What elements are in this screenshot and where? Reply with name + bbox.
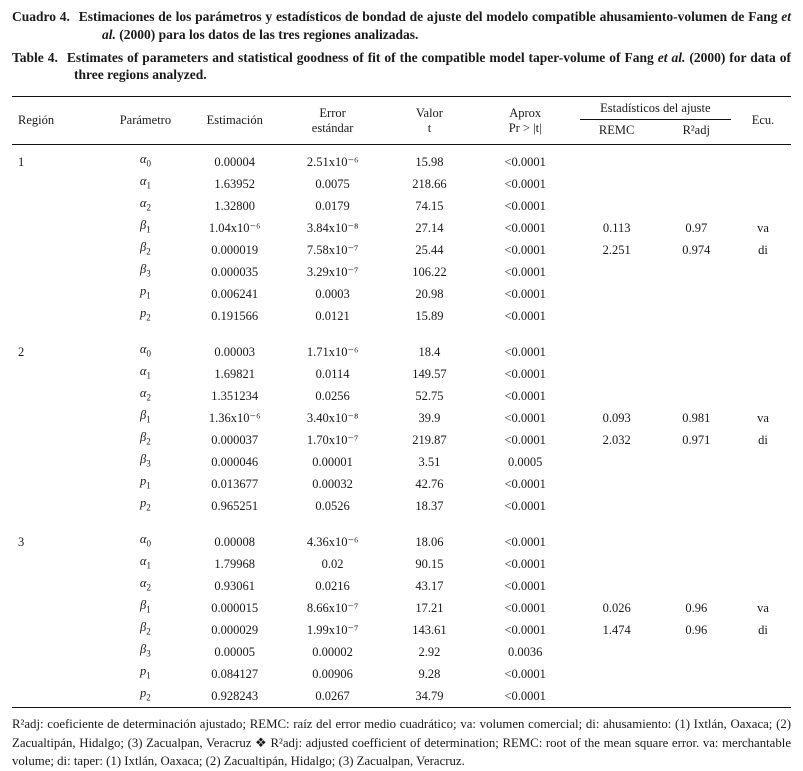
caption-english bbox=[12, 49, 791, 85]
cell-estimacion: 1.63952 bbox=[214, 176, 256, 191]
cell-error-estandar: 0.0256 bbox=[315, 388, 350, 403]
cell-pr-t: <0.0001 bbox=[504, 622, 546, 637]
cell-r2adj bbox=[658, 283, 735, 305]
cell-ecu bbox=[735, 451, 791, 473]
table-row bbox=[12, 385, 791, 407]
cell-pr-t: <0.0001 bbox=[504, 410, 546, 425]
cell-region bbox=[12, 305, 102, 327]
cell-valor-t: 39.9 bbox=[418, 410, 441, 425]
cell-parametro: $\alpha_1$ bbox=[139, 174, 151, 191]
table-row bbox=[12, 473, 791, 495]
cell-r2adj bbox=[658, 473, 735, 495]
cell-estimacion: 0.965251 bbox=[211, 498, 259, 513]
cell-valor-t: 27.14 bbox=[415, 220, 444, 235]
table-row bbox=[12, 575, 791, 597]
cell-error-estandar: 0.0267 bbox=[315, 688, 350, 703]
cell-estimacion: 0.084127 bbox=[211, 666, 259, 681]
cell-pr-t: <0.0001 bbox=[504, 176, 546, 191]
cell-pr-t: <0.0001 bbox=[504, 476, 546, 491]
cell-remc: 1.474 bbox=[602, 622, 631, 637]
cell-region bbox=[12, 429, 102, 451]
table-row bbox=[12, 341, 791, 363]
table-row bbox=[12, 217, 791, 239]
cell-ecu: di bbox=[758, 622, 768, 637]
cell-valor-t: 25.44 bbox=[415, 242, 444, 257]
cell-estimacion: 1.04x10⁻⁶ bbox=[208, 220, 261, 235]
cell-r2adj bbox=[658, 341, 735, 363]
cell-estimacion: 0.191566 bbox=[211, 308, 259, 323]
cell-estimacion: 0.93061 bbox=[214, 578, 256, 593]
cell-r2adj bbox=[658, 553, 735, 575]
header-remc: REMC bbox=[598, 123, 635, 138]
cell-remc bbox=[576, 341, 658, 363]
cell-valor-t: 20.98 bbox=[415, 286, 444, 301]
table-row bbox=[12, 553, 791, 575]
cell-parametro: $\alpha_1$ bbox=[139, 554, 151, 571]
cell-estimacion: 1.69821 bbox=[214, 366, 256, 381]
cell-region bbox=[12, 641, 102, 663]
cell-parametro: $\alpha_0$ bbox=[139, 342, 151, 359]
cell-r2adj bbox=[658, 641, 735, 663]
cell-region bbox=[12, 553, 102, 575]
cell-parametro: $\alpha_1$ bbox=[139, 364, 151, 381]
cell-valor-t: 90.15 bbox=[415, 556, 444, 571]
cell-estimacion: 0.000035 bbox=[211, 264, 259, 279]
cell-r2adj bbox=[658, 173, 735, 195]
cell-region: 3 bbox=[18, 534, 25, 549]
cell-error-estandar: 0.0003 bbox=[315, 286, 350, 301]
cell-valor-t: 219.87 bbox=[412, 432, 447, 447]
cell-ecu bbox=[735, 385, 791, 407]
cell-region bbox=[12, 495, 102, 517]
cell-region bbox=[12, 195, 102, 217]
cell-remc bbox=[576, 663, 658, 685]
caption-spanish bbox=[12, 8, 791, 44]
cell-estimacion: 1.351234 bbox=[211, 388, 259, 403]
cell-parametro: $\beta_1$ bbox=[140, 218, 151, 235]
cell-remc bbox=[576, 261, 658, 283]
cell-remc: 2.032 bbox=[602, 432, 631, 447]
header-region: Región bbox=[18, 113, 55, 128]
cell-estimacion: 0.006241 bbox=[211, 286, 259, 301]
cell-ecu bbox=[735, 575, 791, 597]
cell-pr-t: <0.0001 bbox=[504, 286, 546, 301]
cell-ecu bbox=[735, 531, 791, 553]
cell-r2adj bbox=[658, 663, 735, 685]
cell-ecu bbox=[735, 495, 791, 517]
table-row bbox=[12, 597, 791, 619]
cell-parametro: $p_2$ bbox=[140, 686, 151, 703]
cell-remc: 0.093 bbox=[602, 410, 631, 425]
cell-valor-t: 2.92 bbox=[418, 644, 441, 659]
cell-error-estandar: 0.0121 bbox=[315, 308, 350, 323]
cell-region bbox=[12, 217, 102, 239]
cell-estimacion: 0.000019 bbox=[211, 242, 259, 257]
caption-en-label: Table 4. bbox=[12, 49, 58, 65]
cell-pr-t: <0.0001 bbox=[504, 242, 546, 257]
cell-error-estandar: 1.99x10⁻⁷ bbox=[306, 622, 359, 637]
table-row bbox=[12, 363, 791, 385]
cell-valor-t: 3.51 bbox=[418, 454, 441, 469]
table-row bbox=[12, 173, 791, 195]
cell-error-estandar: 1.70x10⁻⁷ bbox=[306, 432, 359, 447]
cell-r2adj: 0.96 bbox=[685, 622, 708, 637]
cell-region: 2 bbox=[18, 344, 25, 359]
cell-ecu bbox=[735, 195, 791, 217]
cell-region bbox=[12, 663, 102, 685]
cell-ecu bbox=[735, 641, 791, 663]
cell-region bbox=[12, 597, 102, 619]
cell-r2adj bbox=[658, 261, 735, 283]
cell-pr-t: <0.0001 bbox=[504, 432, 546, 447]
cell-pr-t: <0.0001 bbox=[504, 366, 546, 381]
cell-estimacion: 0.00005 bbox=[214, 644, 256, 659]
cell-r2adj bbox=[658, 531, 735, 553]
cell-error-estandar: 0.0526 bbox=[315, 498, 350, 513]
cell-region bbox=[12, 363, 102, 385]
cell-region bbox=[12, 575, 102, 597]
table-row bbox=[12, 641, 791, 663]
caption-es-text-after: (2000) para los datos de las tres regiones analizadas. bbox=[119, 26, 419, 42]
cell-remc bbox=[576, 553, 658, 575]
cell-error-estandar: 8.66x10⁻⁷ bbox=[306, 600, 359, 615]
cell-error-estandar: 0.00001 bbox=[312, 454, 353, 469]
cell-valor-t: 34.79 bbox=[415, 688, 444, 703]
cell-pr-t: 0.0005 bbox=[508, 454, 543, 469]
cell-valor-t: 15.98 bbox=[415, 154, 444, 169]
cell-pr-t: <0.0001 bbox=[504, 498, 546, 513]
cell-ecu: di bbox=[758, 242, 768, 257]
cell-remc bbox=[576, 363, 658, 385]
cell-region bbox=[12, 407, 102, 429]
cell-error-estandar: 0.00002 bbox=[312, 644, 353, 659]
cell-estimacion: 1.32800 bbox=[214, 198, 256, 213]
cell-region: 1 bbox=[18, 154, 25, 169]
cell-error-estandar: 3.40x10⁻⁸ bbox=[306, 410, 359, 425]
cell-ecu bbox=[735, 173, 791, 195]
cell-estimacion: 0.00008 bbox=[214, 534, 256, 549]
cell-valor-t: 74.15 bbox=[415, 198, 444, 213]
cell-error-estandar: 0.00032 bbox=[312, 476, 353, 491]
cell-pr-t: <0.0001 bbox=[504, 666, 546, 681]
cell-region bbox=[12, 685, 102, 708]
cell-pr-t: <0.0001 bbox=[504, 388, 546, 403]
cell-ecu bbox=[735, 363, 791, 385]
cell-valor-t: 18.37 bbox=[415, 498, 444, 513]
table-row bbox=[12, 239, 791, 261]
cell-remc bbox=[576, 473, 658, 495]
cell-ecu bbox=[735, 341, 791, 363]
cell-r2adj bbox=[658, 385, 735, 407]
cell-error-estandar: 2.51x10⁻⁶ bbox=[306, 154, 359, 169]
cell-r2adj bbox=[658, 451, 735, 473]
table-row bbox=[12, 495, 791, 517]
cell-region bbox=[12, 173, 102, 195]
cell-estimacion: 0.000046 bbox=[211, 454, 259, 469]
caption-es-text: Estimaciones de los parámetros y estadísticos de bondad de ajuste del modelo compatible ahusamiento-volumen de Fang bbox=[78, 9, 778, 24]
cell-estimacion: 0.013677 bbox=[211, 476, 259, 491]
table-row bbox=[12, 663, 791, 685]
cell-estimacion: 0.000029 bbox=[211, 622, 259, 637]
cell-valor-t: 218.66 bbox=[412, 176, 447, 191]
cell-valor-t: 17.21 bbox=[415, 600, 444, 615]
cell-pr-t: <0.0001 bbox=[504, 264, 546, 279]
cell-region bbox=[12, 239, 102, 261]
cell-r2adj bbox=[658, 495, 735, 517]
cell-ecu bbox=[735, 553, 791, 575]
group-gap bbox=[12, 327, 791, 341]
cell-r2adj: 0.97 bbox=[685, 220, 708, 235]
cell-pr-t: <0.0001 bbox=[504, 600, 546, 615]
cell-parametro: $\alpha_0$ bbox=[139, 152, 151, 169]
cell-error-estandar: 1.71x10⁻⁶ bbox=[306, 344, 359, 359]
table-header bbox=[12, 97, 791, 145]
table-row bbox=[12, 429, 791, 451]
cell-valor-t: 149.57 bbox=[412, 366, 447, 381]
cell-parametro: $\alpha_2$ bbox=[139, 576, 151, 593]
cell-parametro: $\beta_1$ bbox=[140, 408, 151, 425]
table-footnote: R²adj: coeficiente de determinación ajustado; REMC: raíz del error medio cuadrático; va: volumen comercial; di: ahusamiento: (1) Ixtlán, Oaxaca; (2) Zacualtipán, Hidalgo; (3) Zacualpan, Veracruz ❖ R²adj: adjusted coefficient of determination; REMC: root of the mean square error. va: merchantable volume; di: taper: (1) Ixtlán, Oaxaca; (2) Zacualtipán, Hidalgo; (3) Zacualpan, Veracruz. bbox=[12, 717, 791, 769]
cell-region bbox=[12, 473, 102, 495]
cell-parametro: $p_1$ bbox=[140, 284, 151, 301]
table-row bbox=[12, 195, 791, 217]
cell-remc bbox=[576, 575, 658, 597]
cell-ecu: di bbox=[758, 432, 768, 447]
table-row bbox=[12, 145, 791, 174]
cell-ecu bbox=[735, 283, 791, 305]
cell-remc bbox=[576, 451, 658, 473]
cell-estimacion: 1.36x10⁻⁶ bbox=[208, 410, 261, 425]
cell-parametro: $p_2$ bbox=[140, 306, 151, 323]
cell-pr-t: <0.0001 bbox=[504, 220, 546, 235]
cell-ecu: va bbox=[757, 410, 769, 425]
cell-parametro: $\beta_2$ bbox=[140, 620, 151, 637]
cell-pr-t: 0.0036 bbox=[508, 644, 543, 659]
cell-remc bbox=[576, 173, 658, 195]
cell-r2adj bbox=[658, 305, 735, 327]
cell-valor-t: 52.75 bbox=[415, 388, 444, 403]
cell-r2adj bbox=[658, 575, 735, 597]
cell-remc bbox=[576, 145, 658, 174]
cell-ecu: va bbox=[757, 600, 769, 615]
table-row bbox=[12, 685, 791, 708]
cell-ecu: va bbox=[757, 220, 769, 235]
cell-valor-t: 143.61 bbox=[412, 622, 447, 637]
table-row bbox=[12, 451, 791, 473]
cell-remc bbox=[576, 531, 658, 553]
cell-parametro: $\alpha_2$ bbox=[139, 196, 151, 213]
cell-ecu bbox=[735, 473, 791, 495]
cell-ecu bbox=[735, 261, 791, 283]
header-aprox-pr: Aprox Pr > |t| bbox=[508, 105, 542, 135]
cell-valor-t: 15.89 bbox=[415, 308, 444, 323]
cell-estimacion: 0.000015 bbox=[211, 600, 259, 615]
cell-estimacion: 0.928243 bbox=[211, 688, 259, 703]
header-error-estandar: Error estándar bbox=[311, 105, 354, 135]
cell-error-estandar: 3.84x10⁻⁸ bbox=[306, 220, 359, 235]
cell-ecu bbox=[735, 145, 791, 174]
cell-error-estandar: 0.02 bbox=[321, 556, 344, 571]
cell-valor-t: 106.22 bbox=[412, 264, 447, 279]
header-parametro: Parámetro bbox=[119, 113, 172, 128]
cell-r2adj bbox=[658, 363, 735, 385]
cell-region bbox=[12, 283, 102, 305]
cell-valor-t: 9.28 bbox=[418, 666, 441, 681]
cell-error-estandar: 7.58x10⁻⁷ bbox=[306, 242, 359, 257]
caption-en-text: Estimates of parameters and statistical goodness of fit of the compatible model taper-volume of Fang bbox=[66, 49, 654, 65]
cell-remc bbox=[576, 195, 658, 217]
table-row bbox=[12, 261, 791, 283]
cell-valor-t: 18.4 bbox=[418, 344, 441, 359]
cell-parametro: $p_1$ bbox=[140, 664, 151, 681]
cell-remc bbox=[576, 283, 658, 305]
cell-r2adj: 0.974 bbox=[682, 242, 711, 257]
header-ecu: Ecu. bbox=[751, 113, 775, 128]
cell-parametro: $\alpha_0$ bbox=[139, 532, 151, 549]
header-estimacion: Estimación bbox=[206, 113, 263, 128]
cell-parametro: $\beta_3$ bbox=[140, 262, 151, 279]
cell-parametro: $\beta_2$ bbox=[140, 240, 151, 257]
cell-pr-t: <0.0001 bbox=[504, 688, 546, 703]
cell-pr-t: <0.0001 bbox=[504, 308, 546, 323]
cell-remc bbox=[576, 495, 658, 517]
table-row bbox=[12, 305, 791, 327]
cell-valor-t: 18.06 bbox=[415, 534, 444, 549]
cell-pr-t: <0.0001 bbox=[504, 534, 546, 549]
cell-r2adj: 0.981 bbox=[682, 410, 711, 425]
cell-parametro: $\beta_2$ bbox=[140, 430, 151, 447]
cell-parametro: $\alpha_2$ bbox=[139, 386, 151, 403]
cell-ecu bbox=[735, 663, 791, 685]
header-valor-t: Valor t bbox=[415, 105, 443, 135]
cell-pr-t: <0.0001 bbox=[504, 556, 546, 571]
cell-estimacion: 0.000037 bbox=[211, 432, 259, 447]
caption-en-text-after: (2000) for data of three regions analyzed. bbox=[74, 49, 792, 83]
cell-region bbox=[12, 619, 102, 641]
cell-r2adj bbox=[658, 195, 735, 217]
cell-remc: 0.026 bbox=[602, 600, 631, 615]
cell-pr-t: <0.0001 bbox=[504, 198, 546, 213]
header-r2adj: R²adj bbox=[682, 123, 710, 138]
cell-r2adj bbox=[658, 145, 735, 174]
cell-region bbox=[12, 451, 102, 473]
table-body bbox=[12, 145, 791, 708]
results-table bbox=[12, 96, 791, 708]
caption-es-etal: et al. bbox=[102, 9, 791, 42]
cell-remc bbox=[576, 385, 658, 407]
header-estadisticos-ajuste: Estadísticos del ajuste bbox=[576, 97, 735, 121]
table-row bbox=[12, 619, 791, 641]
caption-en-etal: et al. bbox=[657, 49, 686, 65]
table-row bbox=[12, 283, 791, 305]
cell-remc bbox=[576, 685, 658, 708]
caption-es-label: Cuadro 4. bbox=[12, 9, 70, 24]
cell-estimacion: 0.00004 bbox=[214, 154, 256, 169]
cell-error-estandar: 0.0216 bbox=[315, 578, 350, 593]
cell-estimacion: 1.79968 bbox=[214, 556, 256, 571]
cell-error-estandar: 4.36x10⁻⁶ bbox=[306, 534, 359, 549]
cell-ecu bbox=[735, 685, 791, 708]
cell-r2adj bbox=[658, 685, 735, 708]
cell-valor-t: 43.17 bbox=[415, 578, 444, 593]
cell-remc bbox=[576, 305, 658, 327]
cell-remc: 0.113 bbox=[602, 220, 631, 235]
cell-r2adj: 0.96 bbox=[685, 600, 708, 615]
cell-error-estandar: 0.0075 bbox=[315, 176, 350, 191]
group-gap bbox=[12, 517, 791, 531]
cell-valor-t: 42.76 bbox=[415, 476, 444, 491]
cell-r2adj: 0.971 bbox=[682, 432, 711, 447]
table-row bbox=[12, 407, 791, 429]
cell-error-estandar: 0.0179 bbox=[315, 198, 350, 213]
cell-error-estandar: 3.29x10⁻⁷ bbox=[306, 264, 359, 279]
cell-parametro: $\beta_1$ bbox=[140, 598, 151, 615]
cell-estimacion: 0.00003 bbox=[214, 344, 256, 359]
cell-ecu bbox=[735, 305, 791, 327]
cell-region bbox=[12, 261, 102, 283]
cell-pr-t: <0.0001 bbox=[504, 344, 546, 359]
cell-parametro: $p_1$ bbox=[140, 474, 151, 491]
cell-parametro: $p_2$ bbox=[140, 496, 151, 513]
table-row bbox=[12, 531, 791, 553]
cell-remc: 2.251 bbox=[602, 242, 631, 257]
cell-parametro: $\beta_3$ bbox=[140, 452, 151, 469]
cell-parametro: $\beta_3$ bbox=[140, 642, 151, 659]
cell-region bbox=[12, 385, 102, 407]
cell-pr-t: <0.0001 bbox=[504, 578, 546, 593]
cell-error-estandar: 0.0114 bbox=[315, 366, 350, 381]
cell-remc bbox=[576, 641, 658, 663]
cell-pr-t: <0.0001 bbox=[504, 154, 546, 169]
cell-error-estandar: 0.00906 bbox=[312, 666, 353, 681]
